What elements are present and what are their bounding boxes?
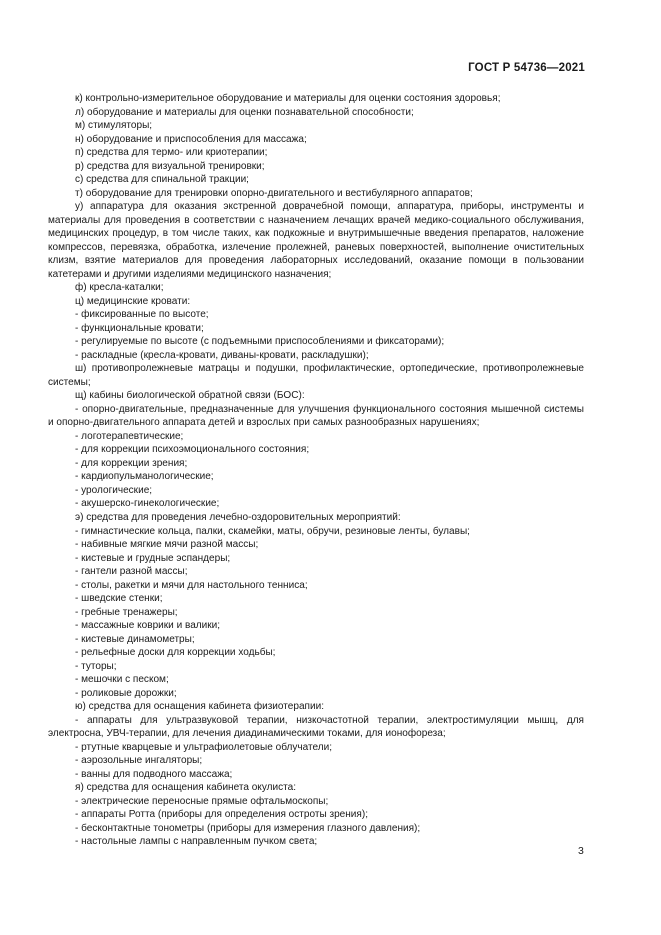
- list-paragraph: ю) средства для оснащения кабинета физиотерапии:: [75, 701, 324, 713]
- list-item: - опорно-двигательные, предназначенные для улучшения функционального состояния мышечной системы и опорно-двигательного аппарата детей и взрослых при самых разнообразных нарушениях;: [48, 403, 584, 429]
- list-item: - гребные тренажеры;: [75, 606, 178, 618]
- list-item: - настольные лампы с направленным пучком света;: [75, 836, 318, 848]
- list-item: - рельефные доски для коррекции ходьбы;: [75, 647, 276, 659]
- list-item: - аэрозольные ингаляторы;: [75, 755, 203, 767]
- list-paragraph: ш) противопролежневые матрацы и подушки, профилактические, ортопедические, противопролежневые системы;: [48, 363, 584, 388]
- list-item: - для коррекции зрения;: [75, 457, 188, 469]
- list-item: - бесконтактные тонометры (приборы для измерения глазного давления);: [75, 822, 421, 834]
- list-item: - набивные мягкие мячи разной массы;: [75, 539, 259, 551]
- list-item: - ванны для подводного массажа;: [75, 768, 233, 780]
- list-paragraph: т) оборудование для тренировки опорно-двигательного и вестибулярного аппаратов;: [75, 187, 473, 199]
- list-item: - урологические;: [75, 484, 153, 496]
- list-item: - регулируемые по высоте (с подъемными приспособлениями и фиксаторами);: [75, 336, 445, 348]
- page-number: 3: [578, 845, 584, 857]
- list-item: - функциональные кровати;: [75, 322, 204, 334]
- list-paragraph: у) аппаратура для оказания экстренной доврачебной помощи, аппаратура, приборы, инструменты и материалы для проведения в соответствии с назначением лечащих врачей медико-социального обслуживания, медицинских процедур, в том числе таких, как подкожные и внутримышечные введения препаратов, наложение компрессов, перевязка, обработка, излечение пролежней, раневых поверхностей, выполнение очистительных клизм, взятие материалов для проведения лабораторных исследований, оказание помощи в пользовании катетерами и другими изделиями медицинского назначения;: [48, 201, 584, 280]
- list-item: - акушерско-гинекологические;: [75, 498, 220, 510]
- list-item: - роликовые дорожки;: [75, 687, 177, 699]
- list-item: - туторы;: [75, 660, 117, 672]
- list-paragraph: щ) кабины биологической обратной связи (БОС):: [75, 390, 305, 402]
- list-item: - фиксированные по высоте;: [75, 309, 209, 321]
- list-item: - кистевые динамометры;: [75, 633, 195, 645]
- list-item: - аппараты Ротта (приборы для определения остроты зрения);: [75, 809, 368, 821]
- list-item: - гимнастические кольца, палки, скамейки, маты, обручи, резиновые ленты, булавы;: [75, 525, 470, 537]
- list-item: - кистевые и грудные эспандеры;: [75, 552, 231, 564]
- list-item: - кардиопульманологические;: [75, 471, 214, 483]
- list-item: - массажные коврики и валики;: [75, 620, 221, 632]
- list-item: - логотерапевтические;: [75, 430, 184, 442]
- list-paragraph: ф) кресла-каталки;: [75, 282, 164, 294]
- list-item: - для коррекции психоэмоционального состояния;: [75, 444, 310, 456]
- list-paragraph: п) средства для термо- или криотерапии;: [75, 147, 268, 159]
- list-item: - шведские стенки;: [75, 593, 163, 605]
- list-item: - мешочки с песком;: [75, 674, 169, 686]
- list-paragraph: к) контрольно-измерительное оборудование и материалы для оценки состояния здоровья;: [75, 93, 501, 104]
- list-item: - аппараты для ультразвуковой терапии, низкочастотной терапии, электростимуляции мышц, для электросна, УВЧ-терапии, для лечения диадинамическими токами, для ионофореза;: [48, 714, 584, 740]
- list-paragraph: м) стимуляторы;: [75, 120, 153, 132]
- document-body: [48, 92, 584, 849]
- list-item: - столы, ракетки и мячи для настольного тенниса;: [75, 579, 308, 591]
- list-item: - ртутные кварцевые и ультрафиолетовые облучатели;: [75, 741, 333, 753]
- list-paragraph: я) средства для оснащения кабинета окулиста:: [75, 782, 296, 794]
- list-item: - раскладные (кресла-кровати, диваны-кровати, раскладушки);: [75, 349, 369, 361]
- list-paragraph: л) оборудование и материалы для оценки познавательной способности;: [75, 106, 414, 118]
- list-paragraph: с) средства для спинальной тракции;: [75, 174, 249, 186]
- list-item: - электрические переносные прямые офтальмоскопы;: [75, 795, 329, 807]
- list-paragraph: э) средства для проведения лечебно-оздоровительных мероприятий:: [75, 511, 401, 523]
- document-code-header: ГОСТ Р 54736—2021: [468, 62, 585, 74]
- list-paragraph: н) оборудование и приспособления для массажа;: [75, 133, 307, 145]
- list-paragraph: ц) медицинские кровати:: [75, 295, 191, 307]
- list-paragraph: р) средства для визуальной тренировки;: [75, 160, 265, 172]
- list-item: - гантели разной массы;: [75, 566, 188, 578]
